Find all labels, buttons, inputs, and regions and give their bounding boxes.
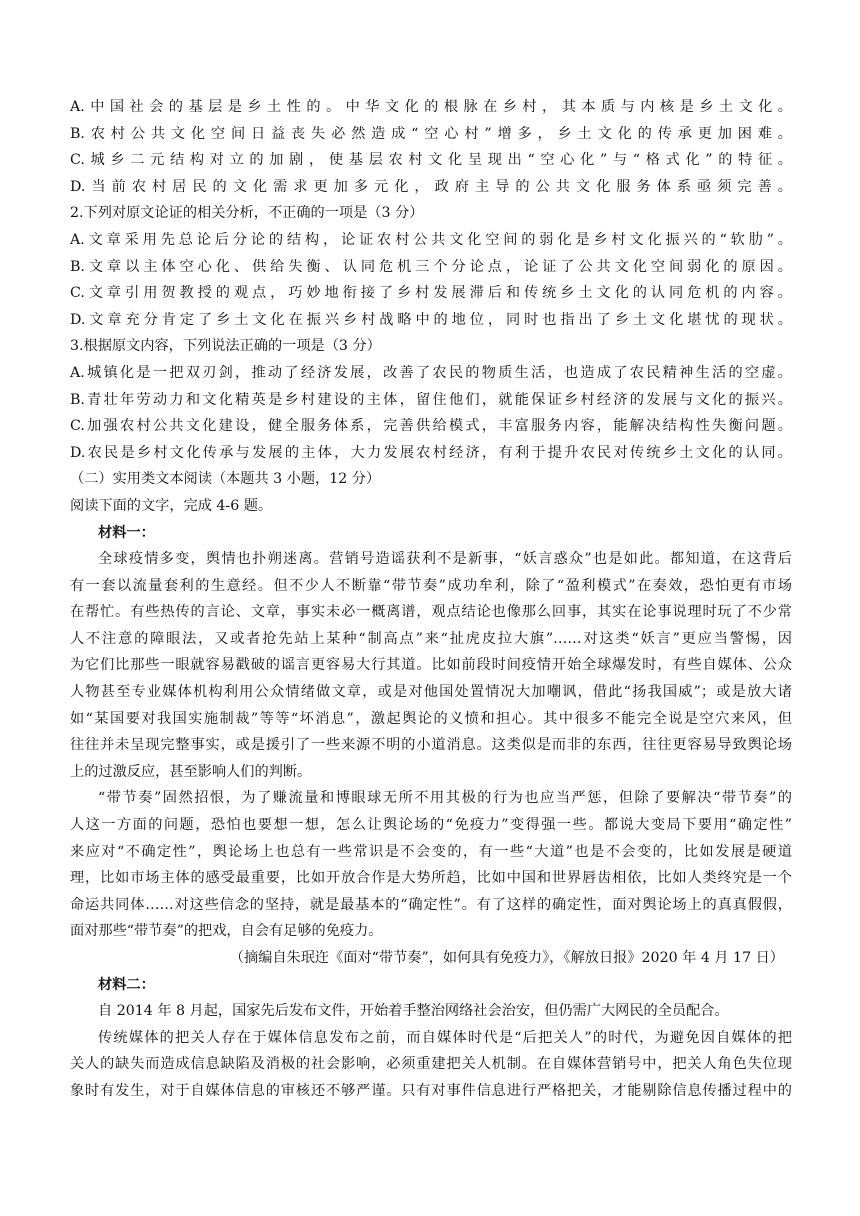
material1-p1-line: 上的过激反应，甚至影响人们的判断。 [70, 763, 312, 780]
material1-p1-line: 人物甚至专业媒体机构利用公众情绪做文章，或是对他国处置情况大加嘲讽，借此“扬我国威”；或是放大诸 [70, 684, 792, 701]
material2-p1-line: 自 2014 年 8 月起，国家先后发布文件，开始着手整治网络社会治安，但仍需广大网民的全员配合。 [98, 1003, 729, 1020]
material2-p2-line: 关人的缺失而造成信息缺陷及消极的社会影响，必须重建把关人机制。在自媒体营销号中，把关人角色失位现 [70, 1056, 792, 1073]
material1-p2-line: 理，比如市场主体的感受最重要，比如开放合作是大势所趋，比如中国和世界唇齿相依，比如人类终究是一个 [70, 870, 792, 887]
material1-p1-line: 为它们比那些一眼就容易戳破的谣言更容易大行其道。比如前段时间疫情开始全球爆发时，有些自媒体、公众 [70, 657, 792, 674]
material1-p2-line: “带节奏”固然招恨，为了赚流量和博眼球无所不用其极的行为也应当严惩，但除了要解决“带节奏”的 [98, 790, 792, 807]
q1-option-b: B.农村公共文化空间日益丧失必然造成“空心村”增多，乡土文化的传承更加困难。 [70, 125, 792, 142]
material1-source: （摘编自朱珉迕《面对“带节奏”，如何具有免疫力》，《解放日报》2020 年 4 月 17 日） [229, 950, 784, 966]
material1-p2-line: 命运共同体……对这些信念的坚持，就是最基本的“确定性”。有了这样的确定性，面对舆论场上的真真假假， [70, 896, 792, 913]
section-heading: （二）实用类文本阅读（本题共 3 小题，12 分） [70, 471, 381, 488]
material1-p1-line: 有一套以流量套利的生意经。但不少人不断靠“带节奏”成功牟利，除了“盈利模式”在奏效，恐怕更有市场 [70, 577, 792, 594]
material1-p1-line: 在帮忙。有些热传的言论、文章，事实未必一概离谱，观点结论也像那么回事，其实在论事说理时玩了不少常 [70, 604, 792, 621]
q2-option-c: C.文章引用贺教授的观点，巧妙地衔接了乡村发展滞后和传统乡土文化的认同危机的内容。 [70, 285, 792, 302]
q1-option-a: A.中国社会的基层是乡土性的。中华文化的根脉在乡村，其本质与内核是乡土文化。 [70, 99, 792, 115]
q2-option-a: A.文章采用先总论后分论的结构，论证农村公共文化空间的弱化是乡村文化振兴的“软肋”。 [70, 231, 792, 248]
material1-p2-line: 面对那些“带节奏”的把戏，自会有足够的免疫力。 [70, 923, 383, 940]
q2-option-d: D.文章充分肯定了乡土文化在振兴乡村战略中的地位，同时也指出了乡土文化堪忧的现状。 [70, 311, 792, 328]
q3-option-d: D.农民是乡村文化传承与发展的主体，大力发展农村经济，有利于提升农民对传统乡土文化的认同。 [70, 444, 792, 461]
reading-instruction: 阅读下面的文字，完成 4-6 题。 [70, 497, 273, 514]
material1-p1-line: 全球疫情多变，舆情也扑朔迷离。营销号造谣获利不是新事，“妖言惑众”也是如此。都知道，在这背后 [98, 551, 792, 568]
material2-p2-line: 传统媒体的把关人存在于媒体信息发布之前，而自媒体时代是“后把关人”的时代，为避免因自媒体的把 [98, 1029, 792, 1046]
q1-option-d: D.当前农村居民的文化需求更加多元化，政府主导的公共文化服务体系亟须完善。 [70, 178, 792, 195]
q3-option-a: A.城镇化是一把双刃剑，推动了经济发展，改善了农民的物质生活，也造成了农民精神生活的空虚。 [70, 364, 792, 381]
q3-option-c: C.加强农村公共文化建设，健全服务体系，完善供给模式，丰富服务内容，能解决结构性失衡问题。 [70, 418, 792, 435]
q2-option-b: B.文章以主体空心化、供给失衡、认同危机三个分论点，论证了公共文化空间弱化的原因。 [70, 258, 792, 275]
material1-p1-line: 人不注意的障眼法，又或者抢先站上某种“制高点”来“扯虎皮拉大旗”……对这类“妖言”更应当警惕，因 [70, 630, 792, 647]
material2-p2-line: 象时有发生，对于自媒体信息的审核还不够严谨。只有对事件信息进行严格把关，才能剔除信息传播过程中的 [70, 1082, 792, 1099]
material1-p2-line: 人这一方面的问题，恐怕也要想一想，怎么让舆论场的“免疫力”变得强一些。都说大变局下要用“确定性” [70, 817, 792, 834]
material2-label: 材料二： [98, 976, 155, 993]
q2-stem: 2.下列对原文论证的相关分析，不正确的一项是（3 分） [70, 205, 424, 222]
q3-option-b: B.青壮年劳动力和文化精英是乡村建设的主体，留住他们，就能保证乡村经济的发展与文化的振兴。 [70, 391, 792, 408]
material1-p2-line: 来应对“不确定性”，舆论场上也总有一些常识是不会变的，有一些“大道”也是不会变的，比如发展是硬道 [70, 843, 792, 860]
material1-label: 材料一： [98, 524, 155, 541]
material1-p1-line: 如“某国要对我国实施制裁”等等“坏消息”，激起舆论的义愤和担心。其中很多不能完全说是空穴来风，但 [70, 710, 792, 727]
material1-p1-line: 往往并未呈现完整事实，或是援引了一些来源不明的小道消息。这类似是而非的东西，往往更容易导致舆论场 [70, 737, 792, 754]
document-page [70, 94, 792, 1105]
q1-option-c: C.城乡二元结构对立的加剧，使基层农村文化呈现出“空心化”与“格式化”的特征。 [70, 152, 792, 169]
q3-stem: 3.根据原文内容，下列说法正确的一项是（3 分） [70, 338, 381, 355]
